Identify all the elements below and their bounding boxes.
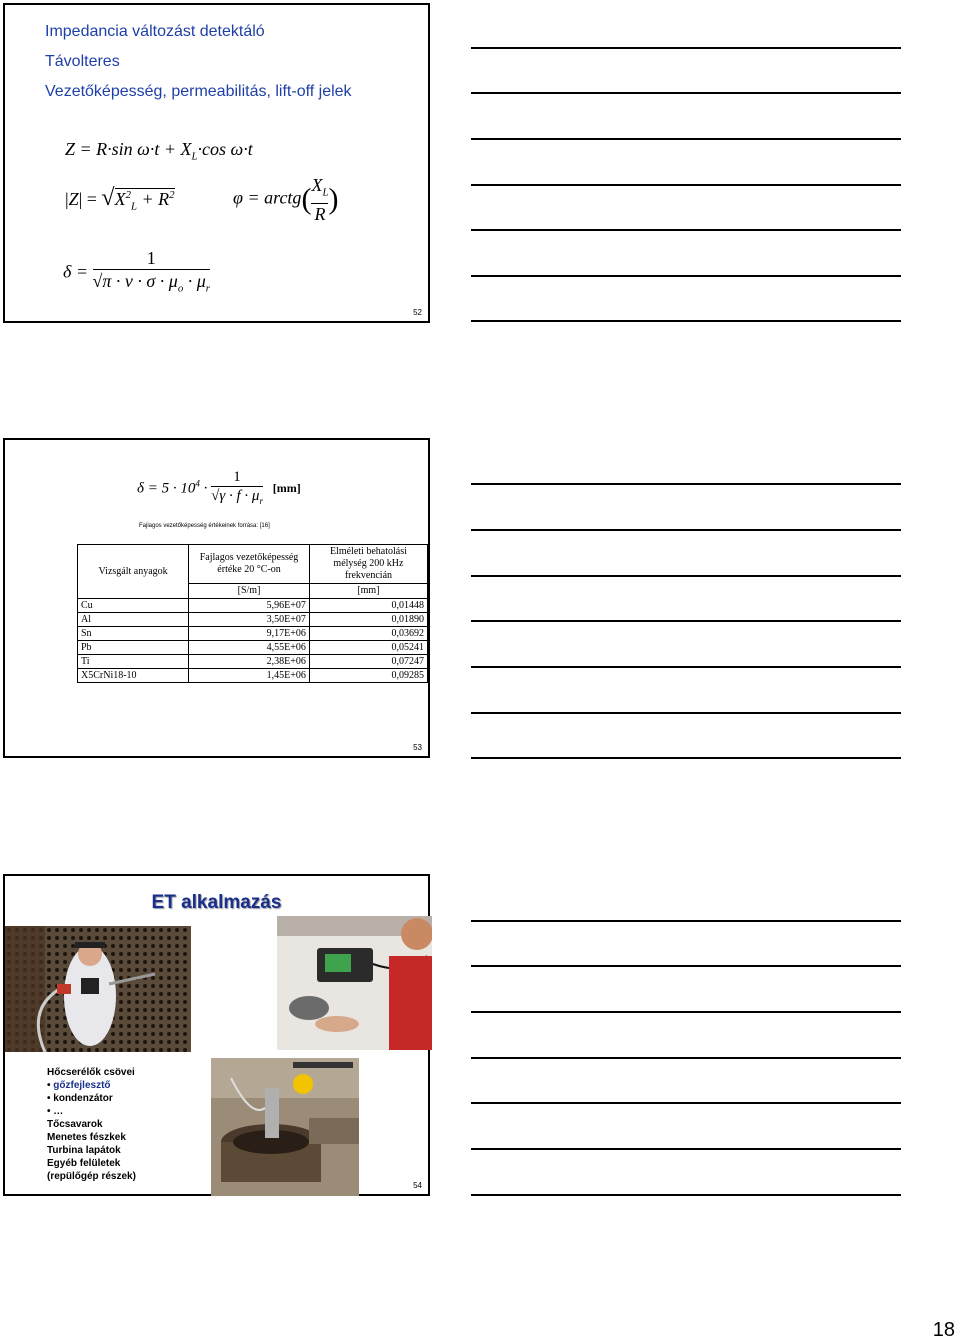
penetration-depth-formula: δ = $\frac{1}{√\pi \cdot \nu \cdot \sigma \cdot \mu_o \cdot \mu_r}$	[63, 248, 210, 295]
note-line	[471, 666, 901, 668]
table-row	[78, 627, 428, 641]
row-material: Sn	[78, 627, 189, 641]
row-conductivity: 1,45E+06	[189, 669, 310, 683]
table-row	[78, 613, 428, 627]
row-material: X5CrNi18-10	[78, 669, 189, 683]
source-note: Fajlagos vezetőképesség értékeinek forrása: [16]	[139, 523, 270, 529]
row-conductivity: 5,96E+07	[189, 599, 310, 613]
slide-title-line-2: Távolteres	[45, 53, 120, 70]
note-line	[471, 1148, 901, 1150]
header-material: Vizsgált anyagok	[78, 545, 189, 599]
list-item: Menetes fészkek	[47, 1132, 126, 1143]
note-line	[471, 757, 901, 759]
note-line	[471, 275, 901, 277]
photo-instrument-table-art	[277, 916, 432, 1050]
row-conductivity: 4,55E+06	[189, 641, 310, 655]
note-line	[471, 620, 901, 622]
list-item: Hőcserélők csövei	[47, 1067, 135, 1078]
photo-field-inspection-art	[211, 1058, 359, 1196]
row-conductivity: 9,17E+06	[189, 627, 310, 641]
note-line	[471, 1057, 901, 1059]
list-item: Tőcsavarok	[47, 1119, 103, 1130]
unit-depth: [mm]	[309, 584, 427, 599]
row-depth: 0,03692	[309, 627, 427, 641]
row-depth: 0,01448	[309, 599, 427, 613]
note-line	[471, 712, 901, 714]
table-row	[78, 655, 428, 669]
slide-number: 53	[413, 743, 422, 752]
table-row	[78, 641, 428, 655]
materials-table	[77, 544, 428, 683]
row-depth: 0,07247	[309, 655, 427, 669]
row-material: Pb	[78, 641, 189, 655]
list-item: • gőzfejlesztő	[47, 1080, 111, 1091]
bullet-icon: •	[47, 1080, 54, 1091]
slide-number: 54	[413, 1181, 422, 1190]
row-material: Ti	[78, 655, 189, 669]
photo-instrument-table	[277, 916, 432, 1050]
photo-tube-sheet-inspection	[5, 926, 191, 1052]
list-item: Egyéb felületek	[47, 1158, 121, 1169]
unit-conductivity: [S/m]	[189, 584, 310, 599]
table-row	[78, 669, 428, 683]
bullet-icon: •	[47, 1093, 54, 1104]
note-line	[471, 47, 901, 49]
note-line	[471, 1011, 901, 1013]
bullet-icon: •	[47, 1106, 54, 1117]
impedance-magnitude-formula: $|Z| = √X^2_L + R^2$	[65, 185, 175, 213]
note-line	[471, 575, 901, 577]
note-line	[471, 229, 901, 231]
row-material: Cu	[78, 599, 189, 613]
slide-title: ET alkalmazás	[151, 892, 282, 913]
depth-formula: $\delta = 5 \cdot 10^4$ · $\frac{1}{√\gamma \cdot f \cdot \mu_r}$ [mm]	[137, 469, 301, 506]
photo-field-inspection	[211, 1058, 359, 1196]
slide-54	[3, 874, 430, 1196]
note-line	[471, 92, 901, 94]
photo-tube-sheet-inspection-art	[5, 926, 191, 1052]
row-depth: 0,01890	[309, 613, 427, 627]
page-number: 18	[932, 1319, 955, 1341]
header-conductivity: Fajlagos vezetőképesség értéke 20 °C-on	[189, 545, 310, 584]
slide-title-line-3: Vezetőképesség, permeabilitás, lift-off jelek	[45, 83, 352, 100]
row-conductivity: 2,38E+06	[189, 655, 310, 669]
list-item: • …	[47, 1106, 64, 1117]
note-line	[471, 184, 901, 186]
row-depth: 0,09285	[309, 669, 427, 683]
slide-53	[3, 438, 430, 758]
table-row	[78, 599, 428, 613]
list-item: (repülőgép részek)	[47, 1171, 136, 1182]
note-line	[471, 529, 901, 531]
header-depth: Elméleti behatolási mélység 200 kHz frekvencián	[309, 545, 427, 584]
row-depth: 0,05241	[309, 641, 427, 655]
impedance-formula: Z = R·sin $\omega\cdot t + X_L\cdot\cos$ ω·t	[65, 139, 253, 163]
note-line	[471, 1194, 901, 1196]
formula-unit: [mm]	[272, 481, 301, 496]
list-item: Turbina lapátok	[47, 1145, 121, 1156]
slide-52	[3, 3, 430, 323]
slide-title-line-1: Impedancia változást detektáló	[45, 23, 265, 40]
note-line	[471, 1102, 901, 1104]
note-line	[471, 965, 901, 967]
slide-number: 52	[413, 308, 422, 317]
phase-formula: φ = arctg( $\frac{X_L}{R}$ )	[233, 175, 339, 224]
row-material: Al	[78, 613, 189, 627]
note-line	[471, 320, 901, 322]
list-item: • kondenzátor	[47, 1093, 113, 1104]
note-line	[471, 138, 901, 140]
applications-list	[47, 1066, 136, 1183]
note-line	[471, 483, 901, 485]
note-line	[471, 920, 901, 922]
row-conductivity: 3,50E+07	[189, 613, 310, 627]
